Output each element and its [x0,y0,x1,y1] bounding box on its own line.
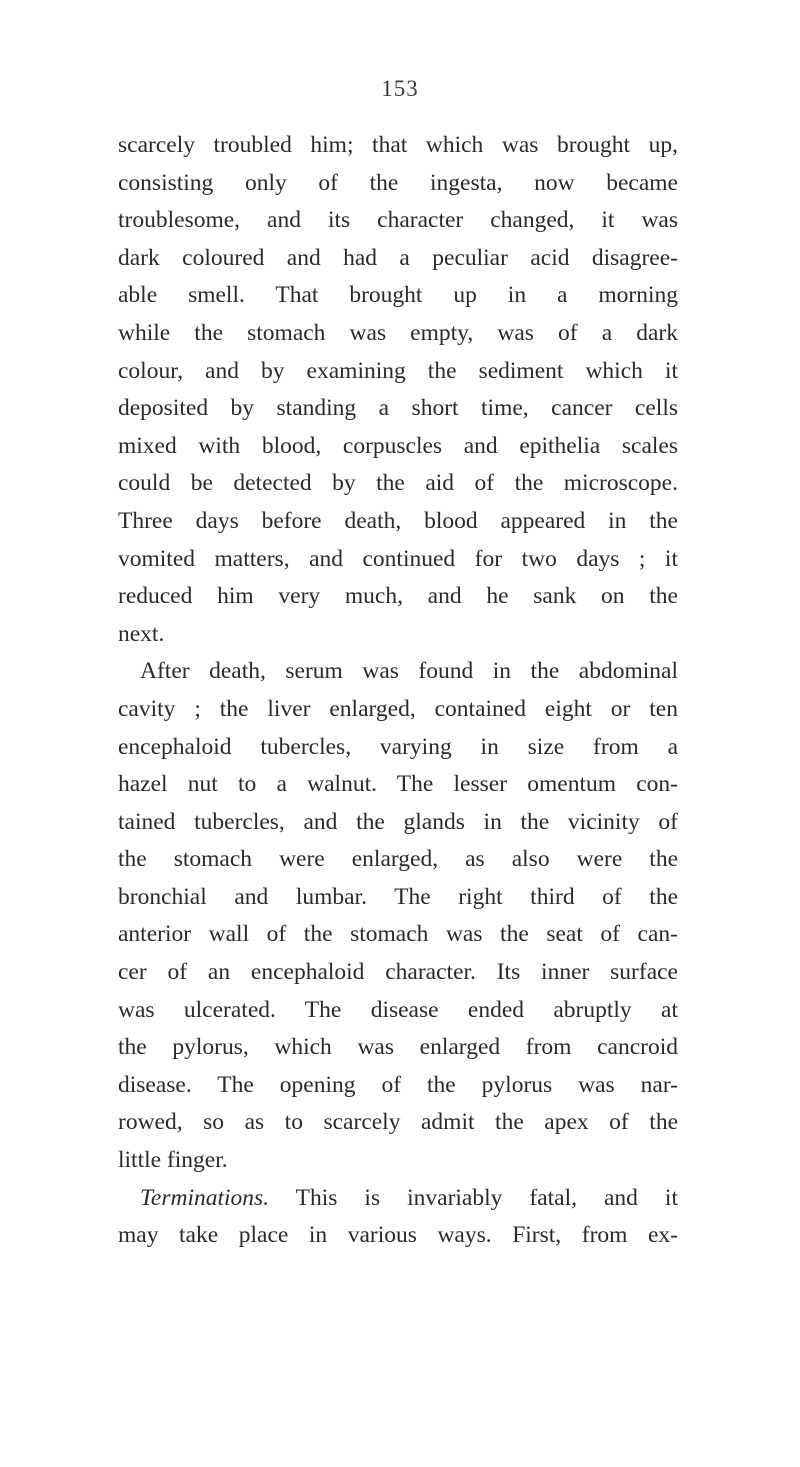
text-line: reduced him very much, and he sank on the [118,583,678,610]
text-line: the stomach were enlarged, as also were the [118,846,678,873]
text-line: Three days before death, blood appeared in the [118,507,678,534]
text-line: colour, and by examining the sediment which it [118,357,678,384]
text-line: dark coloured and had a peculiar acid disagree- [118,244,678,271]
heading-sentence: This is invariably fatal, and it [269,1184,678,1211]
body-text [118,127,678,1255]
text-line: deposited by standing a short time, cancer cells [118,395,678,422]
text-line: hazel nut to a walnut. The lesser omentum con- [118,771,678,798]
text-line: troublesome, and its character changed, it was [118,207,678,234]
text-line [118,1180,678,1218]
text-line: next. [118,620,165,647]
text-line: while the stomach was empty, was of a dark [118,319,678,346]
text-line: mixed with blood, corpuscles and epithelia scales [118,432,678,459]
text-line: able smell. That brought up in a morning [118,282,678,309]
section-heading: Terminations. [140,1184,270,1211]
text-line: the pylorus, which was enlarged from cancroid [118,1034,678,1061]
text-line: anterior wall of the stomach was the seat of can- [118,921,678,948]
text-line: After death, serum was found in the abdominal [140,658,678,685]
text-line: may take place in various ways. First, from ex- [118,1222,678,1249]
text-line: scarcely troubled him; that which was brought up, [118,132,678,158]
page-number: 153 [381,76,419,101]
text-line: vomited matters, and continued for two days ; it [118,545,678,572]
text-line: cavity ; the liver enlarged, contained eight or ten [118,695,678,722]
text-line: could be detected by the aid of the microscope. [118,470,678,497]
text-line: rowed, so as to scarcely admit the apex of the [118,1109,678,1136]
text-line: cer of an encephaloid character. Its inner surface [118,959,678,986]
text-line: was ulcerated. The disease ended abruptly at [118,996,678,1023]
text-line: tained tubercles, and the glands in the vicinity of [118,808,678,835]
text-line: consisting only of the ingesta, now became [118,169,678,196]
text-line: bronchial and lumbar. The right third of the [118,883,678,910]
text-line: encephaloid tubercles, varying in size from a [118,733,678,760]
text-line: little finger. [118,1147,228,1174]
text-line: disease. The opening of the pylorus was nar- [118,1071,678,1098]
